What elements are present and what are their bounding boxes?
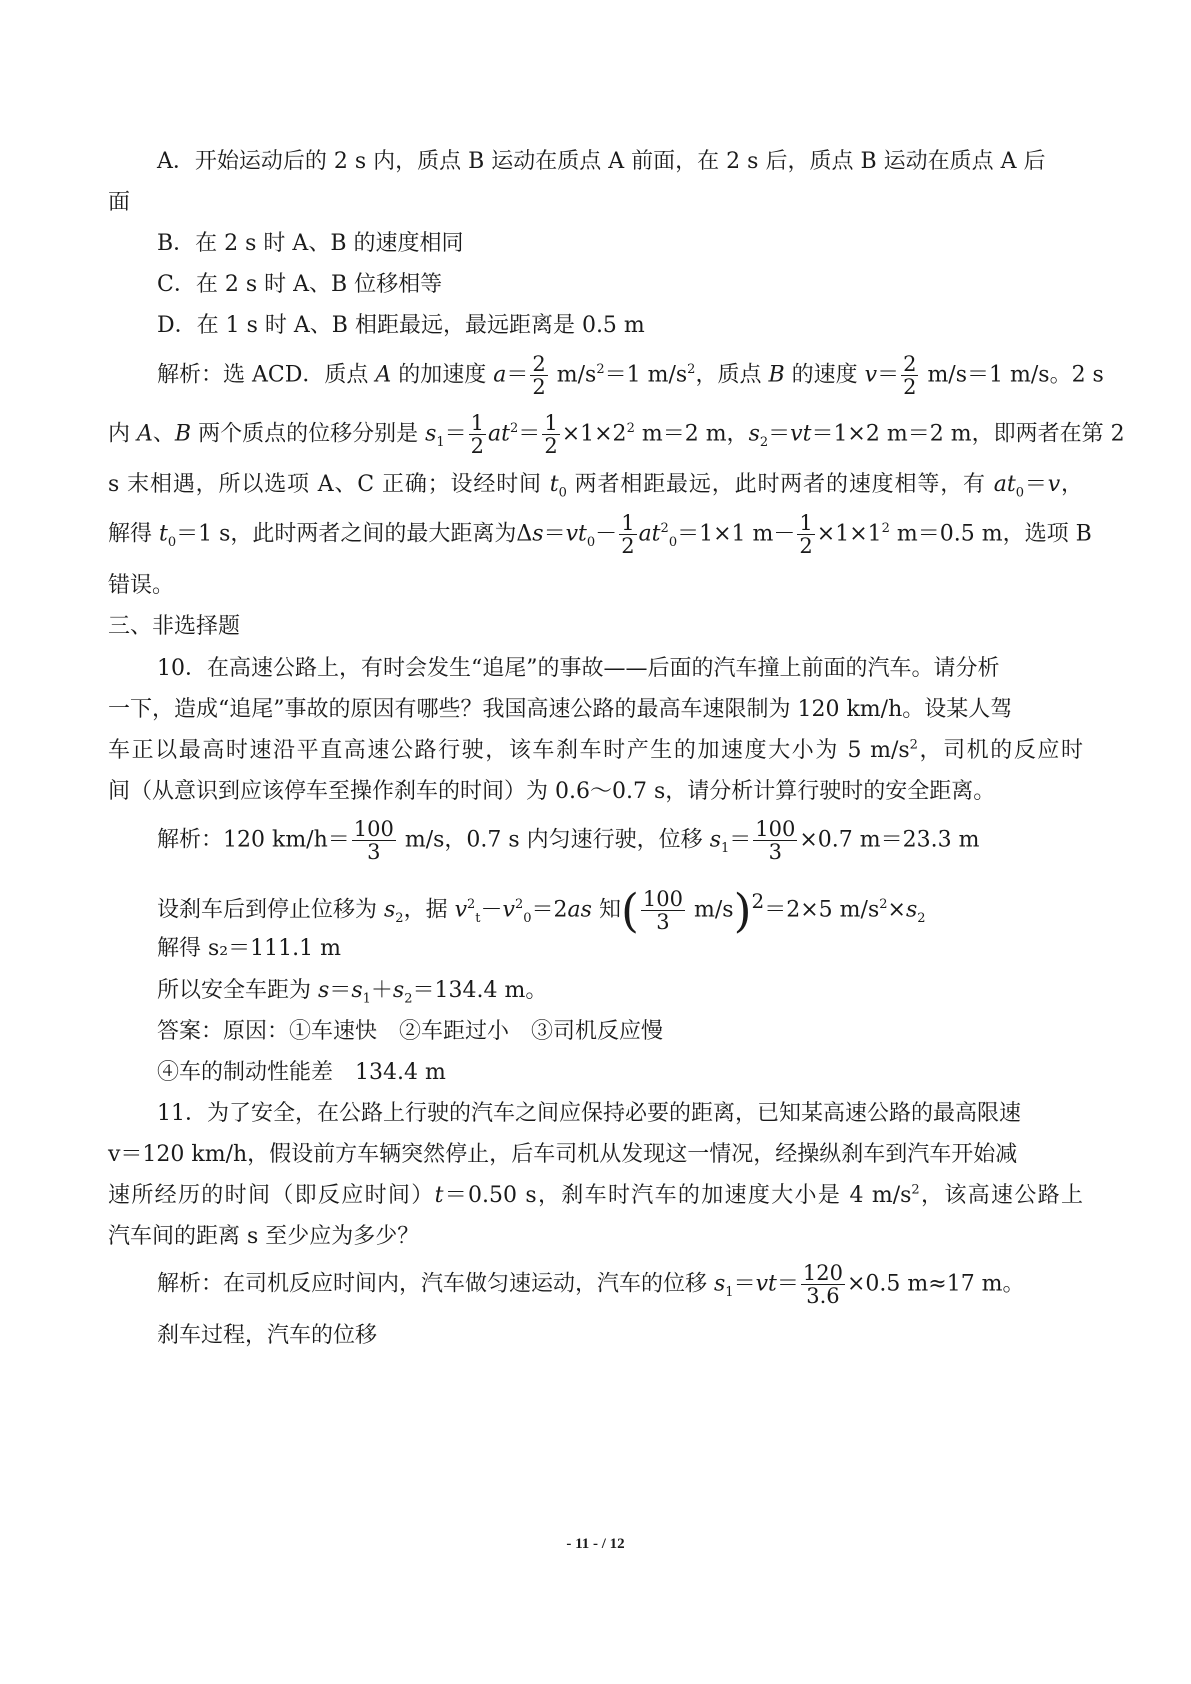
q9-solution-line-5: 错误。: [108, 573, 175, 598]
q10-line-1: 10．在高速公路上，有时会发生“追尾”的事故——后面的汽车撞上前面的汽车。请分析: [157, 656, 1000, 681]
q9-solution-line-1: 解析：选 ACD．质点 A 的加速度 a＝ $\frac{2}{2}$ $m/s^2=1$ $m/s^2$，质点 B 的速度 v＝ $\frac{2}{2}$ m/s＝1 m/s。2 s: [157, 352, 1104, 400]
q11-solution-line-1: 解析：在司机反应时间内，汽车做匀速运动，汽车的位移 $s_1=vt=$ $\frac{120}{3.6}$ ×0.5 m≈17 m。: [157, 1261, 1025, 1309]
fraction: $\frac{120}{3.6}$: [802, 1261, 843, 1309]
option-a-line-2: 面: [108, 190, 131, 215]
fraction: $\frac{100}{3}$: [353, 817, 394, 865]
option-a-line-1: A．开始运动后的 2 s 内，质点 B 运动在质点 A 前面，在 2 s 后，质点 B 运动在质点 A 后: [157, 149, 1046, 174]
option-c: C．在 2 s 时 A、B 位移相等: [157, 272, 443, 297]
q10-solution-line-2: 设刹车后到停止位移为 $s_2$，据 $v^2_t-v^2_0=2as$ 知( $\frac{100}{3}$ m/s)$^2$＝2×5 $m/s^2\times s_2$: [157, 883, 926, 938]
option-b: B．在 2 s 时 A、B 的速度相同: [157, 231, 464, 256]
q10-solution-line-1: 解析：120 km/h＝ $\frac{100}{3}$ m/s，0.7 s 内匀速行驶，位移 $s_1=$ $\frac{100}{3}$ ×0.7 m＝23.3 m: [157, 817, 980, 865]
q11-line-1: 11．为了安全，在公路上行驶的汽车之间应保持必要的距离，已知某高速公路的最高限速: [157, 1101, 1021, 1126]
fraction: $\frac{1}{2}$: [799, 511, 813, 559]
fraction: $\frac{2}{2}$: [903, 352, 917, 400]
fraction: $\frac{1}{2}$: [470, 411, 485, 459]
q11-line-2: v＝120 km/h，假设前方车辆突然停止，后车司机从发现这一情况，经操纵刹车到汽车开始减: [108, 1142, 1018, 1167]
fraction: $\frac{2}{2}$: [532, 352, 546, 400]
q11-line-3: 速所经历的时间（即反应时间）t＝0.50 s，刹车时汽车的加速度大小是 4 $m/s^2$，该高速公路上: [108, 1182, 1083, 1208]
q10-line-3: 车正以最高时速沿平直高速公路行驶，该车刹车时产生的加速度大小为 5 $m/s^2$，司机的反应时: [108, 737, 1083, 763]
q10-answer-line-2: ④车的制动性能差 134.4 m: [157, 1060, 446, 1085]
q11-solution-line-2: 刹车过程，汽车的位移: [157, 1323, 378, 1348]
q9-solution-line-4: 解得 $t_0=1$ s，此时两者之间的最大距离为$\Delta s=vt_0-$ $\frac{1}{2}$ $at^2_0=1\times 1$ m－ $\frac{1}{2}$ $\times 1\times 1^2$ m＝0.5 m，选项 B: [108, 511, 1092, 559]
fraction: $\frac{100}{3}$: [642, 887, 683, 935]
q10-solution-line-3: 解得 s₂＝111.1 m: [157, 936, 341, 961]
q10-solution-line-4: 所以安全车距为 $s=s_1+s_2=134.4$ m。: [157, 978, 548, 1007]
q10-line-2: 一下，造成“追尾”事故的原因有哪些？我国高速公路的最高车速限制为 120 km/h。设某人驾: [108, 697, 1013, 722]
q9-solution-line-3: s 末相遇，所以选项 A、C 正确；设经时间 $t_0$ 两者相距最远，此时两者的速度相等，有 $at_0=v$，: [108, 472, 1083, 501]
page-number: - 11 - / 12: [566, 1536, 625, 1552]
fraction: $\frac{1}{2}$: [544, 411, 558, 459]
q10-answer-line-1: 答案：原因：①车速快 ②车距过小 ③司机反应慢: [157, 1019, 664, 1044]
option-d: D．在 1 s 时 A、B 相距最远，最远距离是 0.5 m: [157, 313, 645, 338]
q11-line-4: 汽车间的距离 s 至少应为多少？: [108, 1224, 420, 1249]
fraction: $\frac{1}{2}$: [621, 511, 635, 559]
q10-line-4: 间（从意识到应该停车至操作刹车的时间）为 0.6～0.7 s，请分析计算行驶时的安全距离。: [108, 779, 996, 804]
q9-solution-line-2: 内 A、B 两个质点的位移分别是 $s_1=$ $\frac{1}{2}$ $at^2=$ $\frac{1}{2}$ $\times 1\times 2^2$ m＝2 m，$s_2=vt=1\times 2$ m＝2 m，即两者在第 2: [108, 411, 1125, 459]
fraction: $\frac{100}{3}$: [755, 817, 796, 865]
section-heading: 三、非选择题: [108, 614, 241, 639]
